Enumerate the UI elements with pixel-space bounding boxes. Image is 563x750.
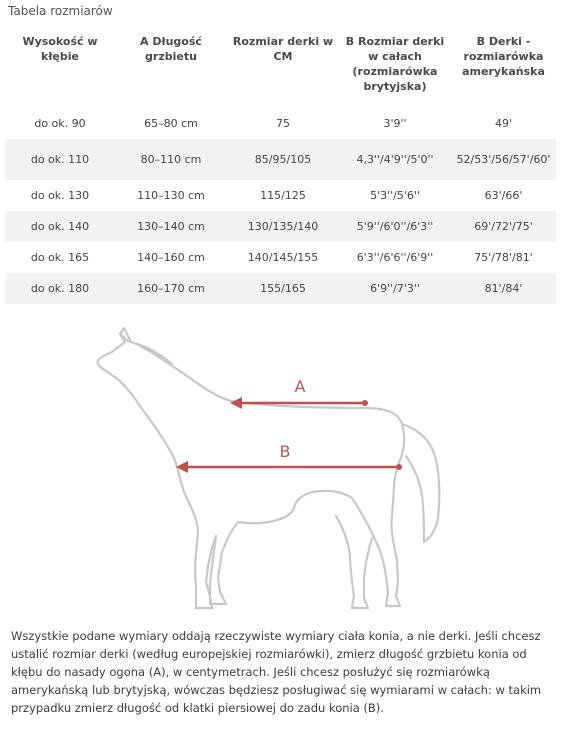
header-rug-size-us: B Derki - rozmiarówka amerykańska bbox=[451, 27, 556, 108]
table-header-row bbox=[5, 27, 556, 108]
header-height: Wysokość w kłębie bbox=[5, 27, 115, 108]
label-b: B bbox=[279, 442, 291, 461]
cell-rug-size-cm: 130/135/140 bbox=[227, 211, 339, 242]
cell-rug-size-us: 52/53'/56/57'/60' bbox=[451, 139, 556, 180]
cell-rug-size-uk: 4,3''/4'9''/5'0'' bbox=[339, 139, 451, 180]
cell-rug-size-cm: 85/95/105 bbox=[227, 139, 339, 180]
cell-back-length: 130–140 cm bbox=[115, 211, 227, 242]
arrow-b bbox=[176, 461, 402, 473]
cell-back-length: 140–160 cm bbox=[115, 242, 227, 273]
cell-rug-size-us: 75'/78'/81' bbox=[451, 242, 556, 273]
cell-rug-size-uk: 6'3''/6'6''/6'9'' bbox=[339, 242, 451, 273]
cell-height: do ok. 180 bbox=[5, 273, 115, 304]
horse-measurement-diagram bbox=[0, 320, 563, 620]
cell-rug-size-us: 63'/66' bbox=[451, 180, 556, 211]
header-rug-size-uk: B Rozmiar derki w całach (rozmiarówka brytyjska) bbox=[339, 27, 451, 108]
cell-height: do ok. 90 bbox=[5, 108, 115, 139]
table-row bbox=[5, 180, 556, 211]
cell-height: do ok. 165 bbox=[5, 242, 115, 273]
cell-height: do ok. 110 bbox=[5, 139, 115, 180]
table-row bbox=[5, 273, 556, 304]
header-back-length: A Długość grzbietu bbox=[115, 27, 227, 108]
label-a: A bbox=[294, 377, 306, 396]
cell-rug-size-cm: 75 bbox=[227, 108, 339, 139]
cell-rug-size-cm: 155/165 bbox=[227, 273, 339, 304]
table-row bbox=[5, 211, 556, 242]
cell-height: do ok. 140 bbox=[5, 211, 115, 242]
cell-height: do ok. 130 bbox=[5, 180, 115, 211]
description-text: Wszystkie podane wymiary oddają rzeczywiste wymiary ciała konia, a nie derki. Jeśli chcesz ustalić rozmiar derki (według europejskiej rozmiarówki), zmierz długość grzbietu konia od kłębu do nasady ogona (A), w centymetrach. Jeśli chcesz posłużyć się rozmiarówką amerykańską lub brytyjską, wówczas będziesz posługiwać się wymiarami w całach: w takim przypadku zmierz długość od klatki piersiowej do zadu konia (B). bbox=[11, 629, 542, 715]
header-rug-size-cm: Rozmiar derki w CM bbox=[227, 27, 339, 108]
table-row bbox=[5, 108, 556, 139]
cell-back-length: 110–130 cm bbox=[115, 180, 227, 211]
cell-back-length: 80–110 cm bbox=[115, 139, 227, 180]
cell-rug-size-uk: 5'3''/5'6'' bbox=[339, 180, 451, 211]
cell-rug-size-cm: 140/145/155 bbox=[227, 242, 339, 273]
table-row bbox=[5, 242, 556, 273]
table-row bbox=[5, 139, 556, 180]
cell-rug-size-us: 81'/84' bbox=[451, 273, 556, 304]
size-table bbox=[5, 27, 556, 304]
cell-rug-size-us: 69'/72'/75' bbox=[451, 211, 556, 242]
cell-rug-size-uk: 5'9''/6'0''/6'3'' bbox=[339, 211, 451, 242]
cell-rug-size-uk: 3'9'' bbox=[339, 108, 451, 139]
cell-back-length: 160–170 cm bbox=[115, 273, 227, 304]
cell-back-length: 65–80 cm bbox=[115, 108, 227, 139]
page-title: Tabela rozmiarów bbox=[8, 4, 113, 18]
cell-rug-size-uk: 6'9''/7'3'' bbox=[339, 273, 451, 304]
cell-rug-size-cm: 115/125 bbox=[227, 180, 339, 211]
cell-rug-size-us: 49' bbox=[451, 108, 556, 139]
